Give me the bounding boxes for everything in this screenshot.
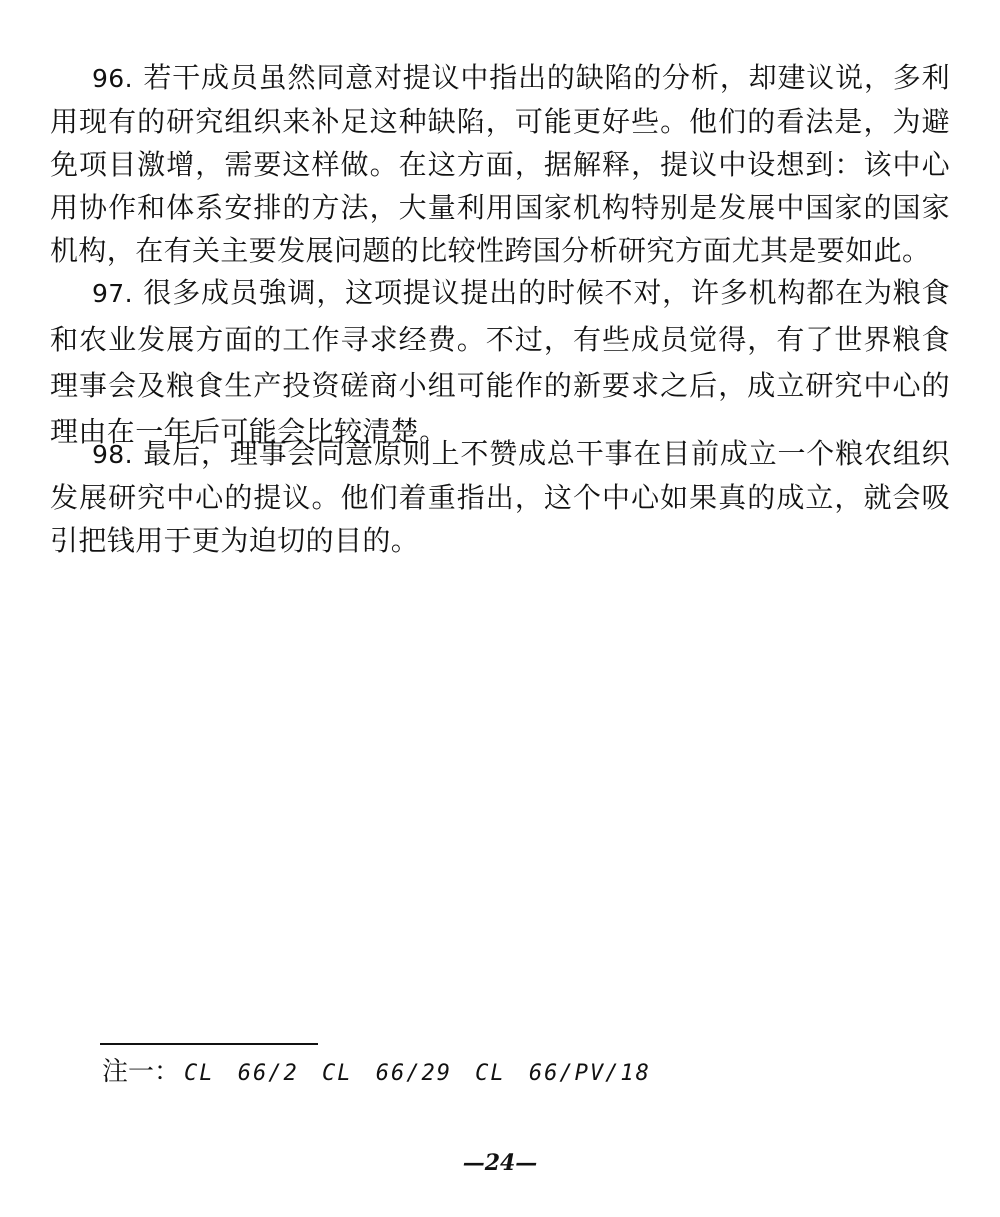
paragraph-96 <box>50 56 950 272</box>
footnote-label: 注一： <box>102 1057 181 1087</box>
footnote <box>102 1056 651 1090</box>
footnote-divider <box>100 1043 318 1045</box>
page-number: —24— <box>462 1150 538 1176</box>
paragraph-97 <box>50 270 950 455</box>
footnote-references: CL 66/2 CL 66/29 CL 66/PV/18 <box>184 1061 651 1086</box>
paragraph-98 <box>50 432 950 562</box>
paragraph-number: 96. <box>92 64 133 93</box>
paragraph-text: 很多成员強调，这项提议提出的时候不对，许多机构都在为粮食和农业发展方面的工作寻求经费。不过，有些成员觉得，有了世界粮食理事会及粮食生产投资磋商小组可能作的新要求之后，成立研究中心的理由在一年后可能会比较清楚。 <box>50 276 950 448</box>
paragraph-number: 97. <box>92 279 133 308</box>
paragraph-text: 最后，理事会同意原则上不赞成总干事在目前成立一个粮农组织发展研究中心的提议。他们着重指出，这个中心如果真的成立，就会吸引把钱用于更为迫切的目的。 <box>50 437 950 557</box>
paragraph-text: 若干成员虽然同意对提议中指出的缺陷的分析，却建议说，多利用现有的研究组织来补足这种缺陷，可能更好些。他们的看法是，为避免项目激增，需要这样做。在这方面，据解释，提议中设想到：该中心用协作和体系安排的方法，大量利用国家机构特别是发展中国家的国家机构，在有关主要发展问题的比较性跨国分析研究方面尤其是要如此。 <box>50 61 950 267</box>
paragraph-number: 98. <box>92 440 133 469</box>
